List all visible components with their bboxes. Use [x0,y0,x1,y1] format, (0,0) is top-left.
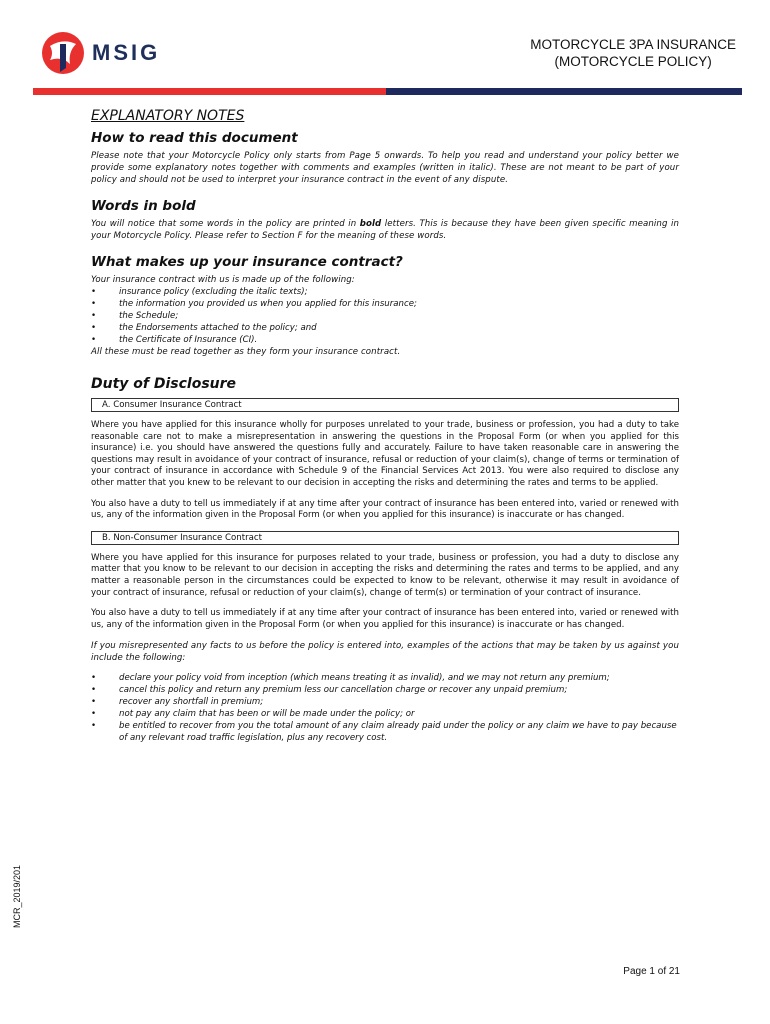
list-item: • not pay any claim that has been or will be made under the policy; or [91,709,415,720]
list-item: • declare your policy void from inception (which means treating it as invalid), and we may not return any premium; [91,673,610,684]
section-b-paragraph-2: You also have a duty to tell us immediately if at any time after your contract of insurance has been entered into, varied or renewed with us, any of the information given in the Proposal Form (or when you applied for this insurance) is inaccurate or has changed. [91,608,679,630]
page-number: Page 1 of 21 [623,966,680,977]
duty-of-disclosure-heading: Duty of Disclosure [91,376,237,392]
bold-word: bold [359,219,382,229]
section-b-paragraph-1: Where you have applied for this insurance for purposes related to your trade, business or profession, you had a duty to disclose any matter that you know to be relevant to our decision in accepting the risks and determining the rates and terms to be applied, and any matter a reasonable person in the circumstances could be expected to know to be relevant, otherwise it may result in avoidance of your contract of insurance, refusal or reduction of your claim(s), change of term(s) or termination of your contract of insurance. [91,552,679,598]
words-in-bold-heading: Words in bold [91,198,196,214]
contract-heading: What makes up your insurance contract? [91,254,403,270]
contract-list [91,286,679,346]
bullet-icon: • [91,697,97,708]
contract-outro: All these must be read together as they form your insurance contract. [91,347,401,357]
bullet-icon: • [91,685,97,696]
bullet-icon: • [91,299,97,309]
list-item: • the Certificate of Insurance (CI). [91,335,258,345]
section-a-label: A. Consumer Insurance Contract [91,398,679,412]
list-item: • cancel this policy and return any premium less our cancellation charge or recover any unpaid premium; [91,685,568,696]
section-a-paragraph-2: You also have a duty to tell us immediately if at any time after your contract of insurance has been entered into, varied or renewed with us, any of the information given in the Proposal Form (or when you applied for this insurance) is inaccurate or has changed. [91,498,679,521]
how-to-read-heading: How to read this document [91,130,298,146]
bold-text-part-a: You will notice that some words in the policy are printed in [91,219,360,229]
bold-text-part-b: letters. This is because they have been given specific meaning in your Motorcycle Policy. Please refer to Section F for the meaning of these words. [91,219,679,241]
list-item: • be entitled to recover from you the total amount of any claim already paid under the policy or any claim we have to pay because of any relevant road traffic legislation, plus any recovery cost. [91,721,677,744]
bullet-icon: • [91,709,97,720]
title-line-1: MOTORCYCLE 3PA INSURANCE [530,37,736,52]
bullet-icon: • [91,323,97,333]
bullet-icon: • [91,673,97,684]
section-a-paragraph-1: Where you have applied for this insurance wholly for purposes unrelated to your trade, business or profession, you had a duty to take reasonable care not to make a misrepresentation in answering the questions in the Proposal Form (or when you applied for this insurance) i.e. you should have answered the questions fully and accurately. Failure to have taken reasonable care in answering the questions may result in avoidance of your contract of insurance, refusal or reduction of your claim(s), change of terms or termination of your contract of insurance in accordance with Schedule 9 of the Financial Services Act 2013. You were also required to disclose any other matter that you knew to be relevant to our decision in accepting the risks and determining the rates and terms to be applied. [91,420,679,488]
section-b-label: B. Non-Consumer Insurance Contract [91,531,679,545]
contract-intro: Your insurance contract with us is made up of the following: [91,275,355,285]
document-body [91,108,679,744]
list-item: • insurance policy (excluding the italic texts); [91,287,308,297]
bullet-icon: • [91,721,97,732]
header-bar-red [33,88,386,95]
msig-logo [40,30,160,76]
list-item: • the information you provided us when you applied for this insurance; [91,299,417,309]
header-color-bar [33,88,742,95]
explanatory-notes-heading: EXPLANATORY NOTES [91,108,245,124]
header-bar-navy [386,88,742,95]
logo-text: MSIG [92,40,161,65]
misrepresentation-list [91,672,679,744]
title-line-2: (MOTORCYCLE POLICY) [554,54,712,69]
msig-logo-icon [40,30,86,76]
misrepresentation-intro: If you misrepresented any facts to us before the policy is entered into, examples of the actions that may be taken by us against you include the following: [91,641,679,664]
how-to-read-text: Please note that your Motorcycle Policy only starts from Page 5 onwards. To help you read and understand your policy better we provide some explanatory notes together with comments and examples (written in italic). These are not meant to be part of your policy and should not be used to interpret your insurance contract in the event of any dispute. [91,151,679,185]
document-code: MCR_2019/201 [12,864,22,928]
words-in-bold-text [91,218,679,242]
bullet-icon: • [91,335,97,345]
bullet-icon: • [91,287,97,297]
list-item: • the Schedule; [91,311,179,321]
list-item: • the Endorsements attached to the policy; and [91,323,317,333]
list-item: • recover any shortfall in premium; [91,697,264,708]
document-title [530,36,736,70]
bullet-icon: • [91,311,97,321]
